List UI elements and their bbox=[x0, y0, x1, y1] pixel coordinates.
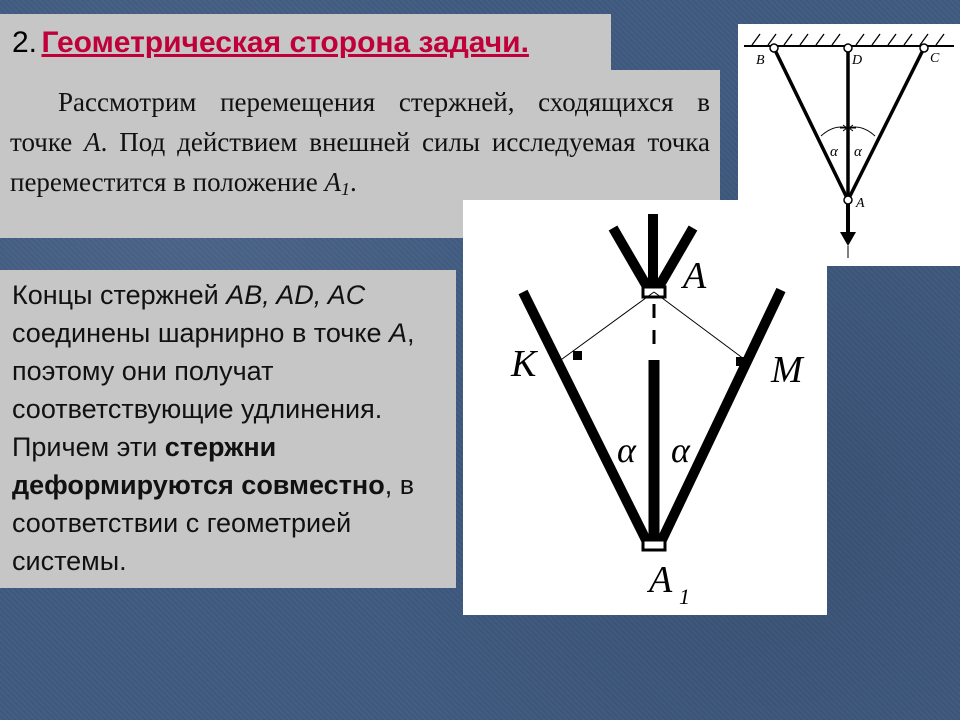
intro-paragraph bbox=[10, 82, 710, 202]
label-b: B bbox=[756, 53, 765, 68]
explain-text-4: , в соответствии с геометрией системы. bbox=[12, 470, 415, 576]
right-angle-mark-k bbox=[573, 351, 582, 360]
force-arrowhead bbox=[840, 232, 856, 246]
intro-text-2: . Под действием внешней силы исследуемая точка переместится в положение bbox=[10, 127, 710, 197]
node-a1 bbox=[643, 540, 665, 550]
angle-arrow-left bbox=[840, 125, 847, 131]
label-d: D bbox=[852, 53, 863, 68]
label-a: A bbox=[683, 255, 707, 297]
perp-line-m bbox=[654, 292, 748, 362]
explain-text-1: Концы стержней bbox=[12, 280, 227, 310]
label-alpha-left: α bbox=[830, 144, 838, 160]
explanation-box bbox=[0, 270, 456, 588]
title-box bbox=[0, 14, 611, 70]
hinge-a bbox=[844, 196, 852, 204]
displacement-svg bbox=[463, 200, 827, 615]
rod-ab-original bbox=[613, 228, 649, 290]
intro-point-a1: A bbox=[324, 167, 341, 197]
rod-ac bbox=[848, 48, 924, 200]
explain-point: A bbox=[389, 318, 408, 348]
explain-text-3: , поэтому они получат соответствующие удлинения. Причем эти bbox=[12, 318, 415, 462]
label-alpha-right: α bbox=[854, 144, 862, 160]
intro-text-3: . bbox=[349, 167, 357, 197]
rod-ab-deformed bbox=[523, 292, 647, 542]
section-heading: Геометрическая сторона задачи. bbox=[41, 26, 529, 59]
label-alpha-right: α bbox=[671, 430, 690, 470]
label-m: M bbox=[771, 349, 803, 391]
explain-bold: стержни деформируются совместно bbox=[12, 432, 385, 500]
label-a1: A bbox=[649, 559, 673, 601]
label-c: C bbox=[930, 51, 940, 66]
hinge-d bbox=[844, 44, 852, 52]
angle-arrow-right bbox=[849, 125, 856, 131]
displacement-figure bbox=[463, 200, 827, 615]
intro-point-a1-sub: 1 bbox=[340, 179, 350, 199]
rod-ac-deformed bbox=[661, 290, 781, 542]
label-alpha-left: α bbox=[617, 430, 636, 470]
label-k: K bbox=[511, 343, 537, 385]
label-a1-sub: 1 bbox=[679, 584, 690, 609]
rod-ab bbox=[774, 48, 848, 200]
intro-point-a: A bbox=[84, 127, 101, 157]
section-number: 2. bbox=[12, 26, 38, 59]
explain-text-2: соединены шарнирно в точке bbox=[12, 318, 389, 348]
intro-text-1: Рассмотрим перемещения стержней, сходящихся в точке bbox=[10, 87, 710, 157]
hinge-b bbox=[770, 44, 778, 52]
explain-rods: AB, AD, AC bbox=[226, 280, 366, 310]
perp-line-k bbox=[558, 292, 654, 362]
hinge-c bbox=[920, 44, 928, 52]
label-a: A bbox=[856, 196, 865, 211]
